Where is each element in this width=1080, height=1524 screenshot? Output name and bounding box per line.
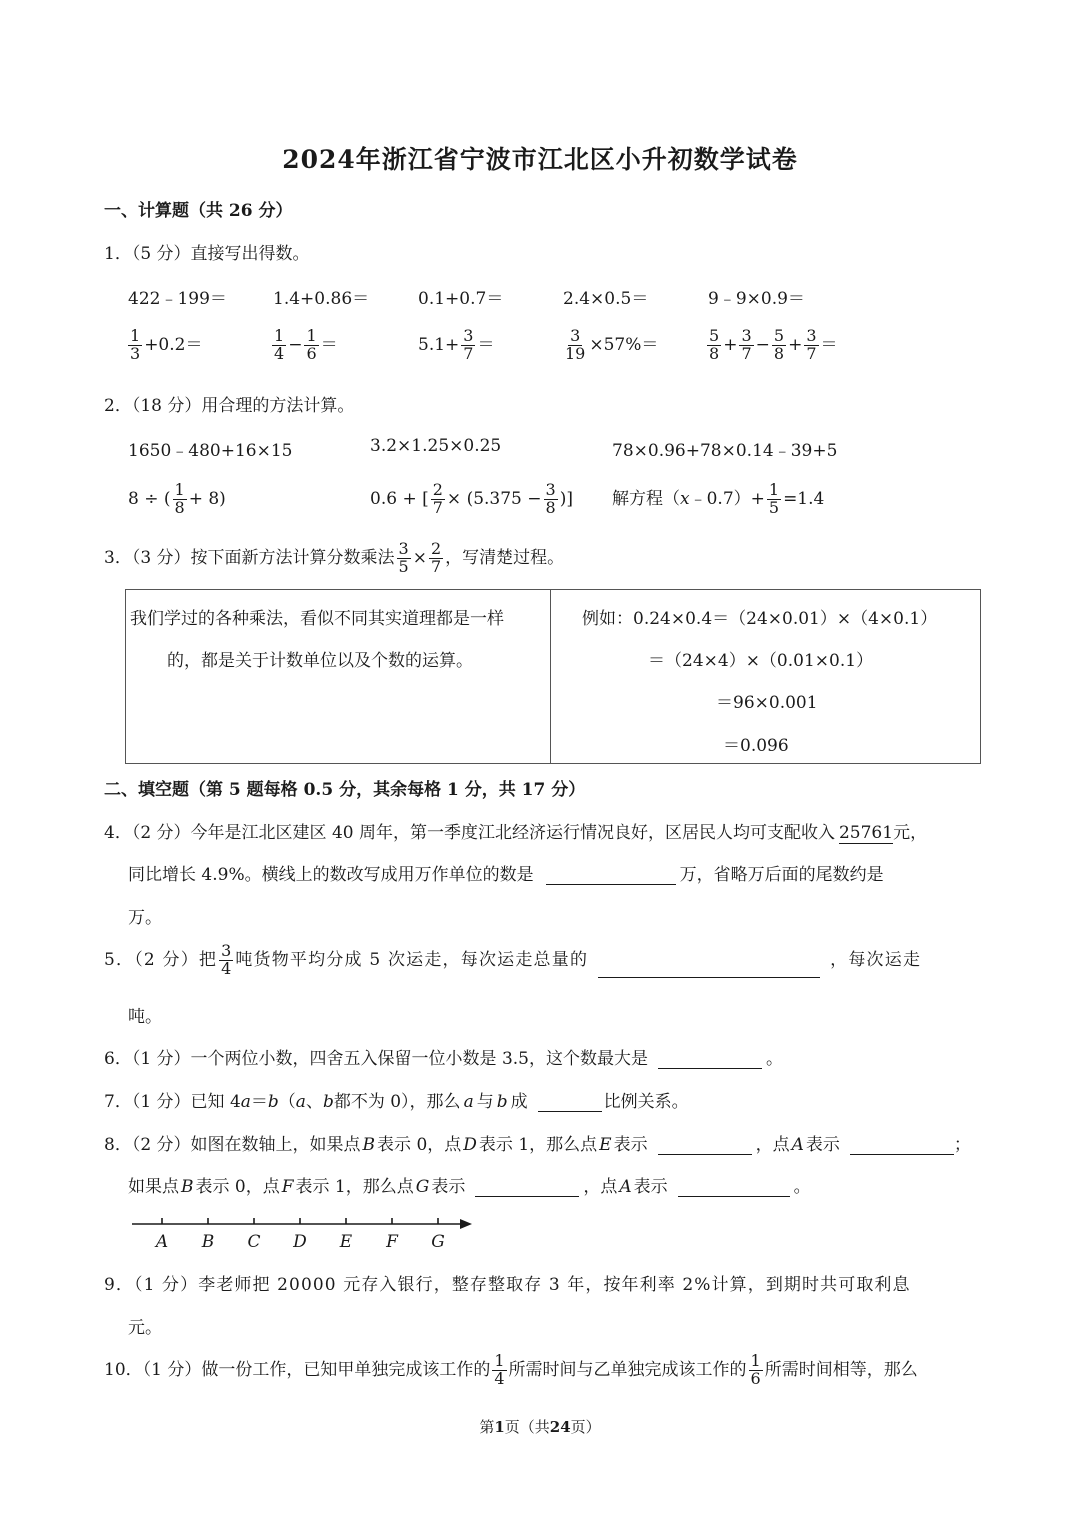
table-left-line-2: 的，都是关于计数单位以及个数的运算。 (167, 651, 473, 671)
method-explanation-table (125, 589, 981, 764)
page-number: 1 (494, 1418, 505, 1436)
question-3-text: 3．（3 分）按下面新方法计算分数乘法 $\frac{3}{5}$ × $\frac{2}{7}$ ，写清楚过程。 (104, 539, 565, 576)
q1-item-10: $\frac{5}{8}$ + $\frac{3}{7}$ − $\frac{5}{8}$ + $\frac{3}{7}$ ＝ (709, 326, 838, 363)
fraction: $\frac{5}{8}$ (709, 326, 720, 363)
number-line-label-d: D (293, 1232, 307, 1252)
number-line-label-a: A (155, 1232, 169, 1252)
question-6-text: 6．（1 分）一个两位小数，四舍五入保留一位小数是 3.5，这个数最大是 。 (104, 1049, 783, 1069)
fraction: $\frac{1}{6}$ (750, 1351, 761, 1388)
question-2-text: 2．（18 分）用合理的方法计算。 (104, 396, 355, 416)
fraction: $\frac{3}{7}$ (463, 326, 474, 363)
fraction: $\frac{3}{4}$ (221, 941, 232, 978)
answer-blank[interactable] (658, 1136, 752, 1155)
fraction: $\frac{1}{8}$ (174, 480, 185, 517)
question-1-text: 1．（5 分）直接写出得数。 (104, 244, 310, 264)
q2-item-3: 78×0.96+78×0.14﹣39+5 (612, 441, 838, 461)
q2-item-4: 8 ÷ ( $\frac{1}{8}$ + 8) (128, 480, 226, 517)
q1-item-1: 422﹣199＝ (128, 289, 227, 309)
table-right-line-3: ＝96×0.001 (716, 693, 818, 713)
answer-blank[interactable] (475, 1178, 579, 1197)
answer-blank[interactable] (658, 1050, 762, 1069)
question-9-line-1: 9．（1 分）李老师把 20000 元存入银行，整存整取存 3 年，按年利率 2%计算，到期时共可取利息 (104, 1275, 911, 1295)
fraction: $\frac{1}{5}$ (768, 480, 780, 517)
table-divider (550, 590, 551, 763)
number-line (128, 1210, 478, 1254)
question-4-line-1: 4．（2 分）今年是江北区建区 40 周年，第一季度江北经济运行情况良好，区居民人均可支配收入 25761元， (104, 823, 928, 843)
q2-item-2: 3.2×1.25×0.25 (370, 436, 502, 456)
q1-item-5: 9﹣9×0.9＝ (708, 289, 805, 309)
question-5-line-2: 吨。 (128, 1007, 162, 1027)
fraction: $\frac{3}{8}$ (545, 480, 556, 517)
number-line-label-c: C (247, 1232, 261, 1252)
q2-item-6: 解方程（x﹣0.7）+ $\frac{1}{5}$ =1.4 (612, 480, 825, 517)
fraction: $\frac{1}{4}$ (274, 326, 285, 363)
section-heading-fill-in: 二、填空题（第 5 题每格 0.5 分，其余每格 1 分，共 17 分） (104, 780, 586, 800)
fraction: $\frac{2}{7}$ (432, 480, 443, 517)
fraction: $\frac{3}{7}$ (806, 326, 817, 363)
answer-blank[interactable] (678, 1178, 790, 1197)
question-7-text: 7．（1 分）已知 4a＝b（a、b都不为 0），那么 a 与 b 成 比例关系。 (104, 1092, 689, 1112)
question-4-line-3: 万。 (128, 908, 162, 928)
fraction: $\frac{2}{7}$ (430, 539, 442, 576)
q1-item-6: $\frac{1}{3}$ +0.2＝ (130, 326, 203, 363)
table-right-line-2: ＝（24×4）×（0.01×0.1） (648, 651, 874, 671)
answer-blank[interactable] (598, 959, 820, 978)
number-line-label-e: E (339, 1232, 353, 1252)
question-5-line-1: 5．（2 分）把 $\frac{3}{4}$ 吨货物平均分成 5 次运走，每次运走总量的 ，每次运走 (104, 941, 922, 978)
q1-item-8: 5.1+ $\frac{3}{7}$ ＝ (418, 326, 495, 363)
fraction: $\frac{1}{4}$ (494, 1351, 505, 1388)
question-8-line-2: 如果点 B 表示 0，点 F 表示 1，那么点 G 表示 ，点 A 表示 。 (128, 1177, 811, 1197)
table-right-line-4: ＝0.096 (723, 736, 789, 756)
q2-item-1: 1650﹣480+16×15 (128, 441, 293, 461)
fraction: $\frac{5}{8}$ (773, 326, 785, 363)
table-left-line-1: 我们学过的各种乘法，看似不同其实道理都是一样 (130, 609, 504, 629)
page-footer: 第1页（共24页） (479, 1418, 601, 1436)
section-heading-calculation: 一、计算题（共 26 分） (104, 201, 293, 221)
answer-blank[interactable] (538, 1093, 602, 1112)
q1-item-7: $\frac{1}{4}$ − $\frac{1}{6}$ ＝ (274, 326, 338, 363)
underlined-number: 25761 (838, 823, 894, 843)
page-title: 2024年浙江省宁波市江北区小升初数学试卷 (282, 145, 798, 174)
number-line-label-b: B (201, 1232, 215, 1252)
arrow-head-icon (460, 1219, 472, 1229)
q1-item-2: 1.4+0.86＝ (273, 289, 370, 309)
fraction: $\frac{1}{6}$ (306, 326, 317, 363)
number-line-label-g: G (431, 1232, 445, 1252)
question-8-line-1: 8．（2 分）如图在数轴上，如果点 B 表示 0，点 D 表示 1，那么点 E 表示 ，点 A 表示 ； (104, 1135, 971, 1155)
fraction: $\frac{1}{3}$ (130, 326, 141, 363)
fraction: $\frac{3}{19}$ (565, 326, 586, 363)
fraction: $\frac{3}{5}$ (398, 539, 409, 576)
page-total: 24 (549, 1418, 571, 1436)
question-9-line-2: 元。 (128, 1318, 162, 1338)
question-10-text: 10．（1 分）做一份工作，已知甲单独完成该工作的 $\frac{1}{4}$ 所需时间与乙单独完成该工作的 $\frac{1}{6}$ 所需时间相等，那么 (104, 1351, 918, 1388)
table-right-line-1: 例如：0.24×0.4＝（24×0.01）×（4×0.1） (582, 609, 938, 629)
q2-item-5: 0.6 + [ $\frac{2}{7}$ × (5.375 − $\frac{3}{8}$ )] (370, 480, 573, 517)
number-line-label-f: F (386, 1232, 398, 1252)
fraction: $\frac{3}{7}$ (741, 326, 752, 363)
q1-item-9: $\frac{3}{19}$ ×57%＝ (565, 326, 659, 363)
q1-item-4: 2.4×0.5＝ (563, 289, 649, 309)
q1-item-3: 0.1+0.7＝ (418, 289, 504, 309)
question-4-line-2: 同比增长 4.9%。横线上的数改写成用万作单位的数是 万，省略万后面的尾数约是 (128, 865, 884, 885)
answer-blank[interactable] (546, 866, 676, 885)
answer-blank[interactable] (850, 1136, 954, 1155)
